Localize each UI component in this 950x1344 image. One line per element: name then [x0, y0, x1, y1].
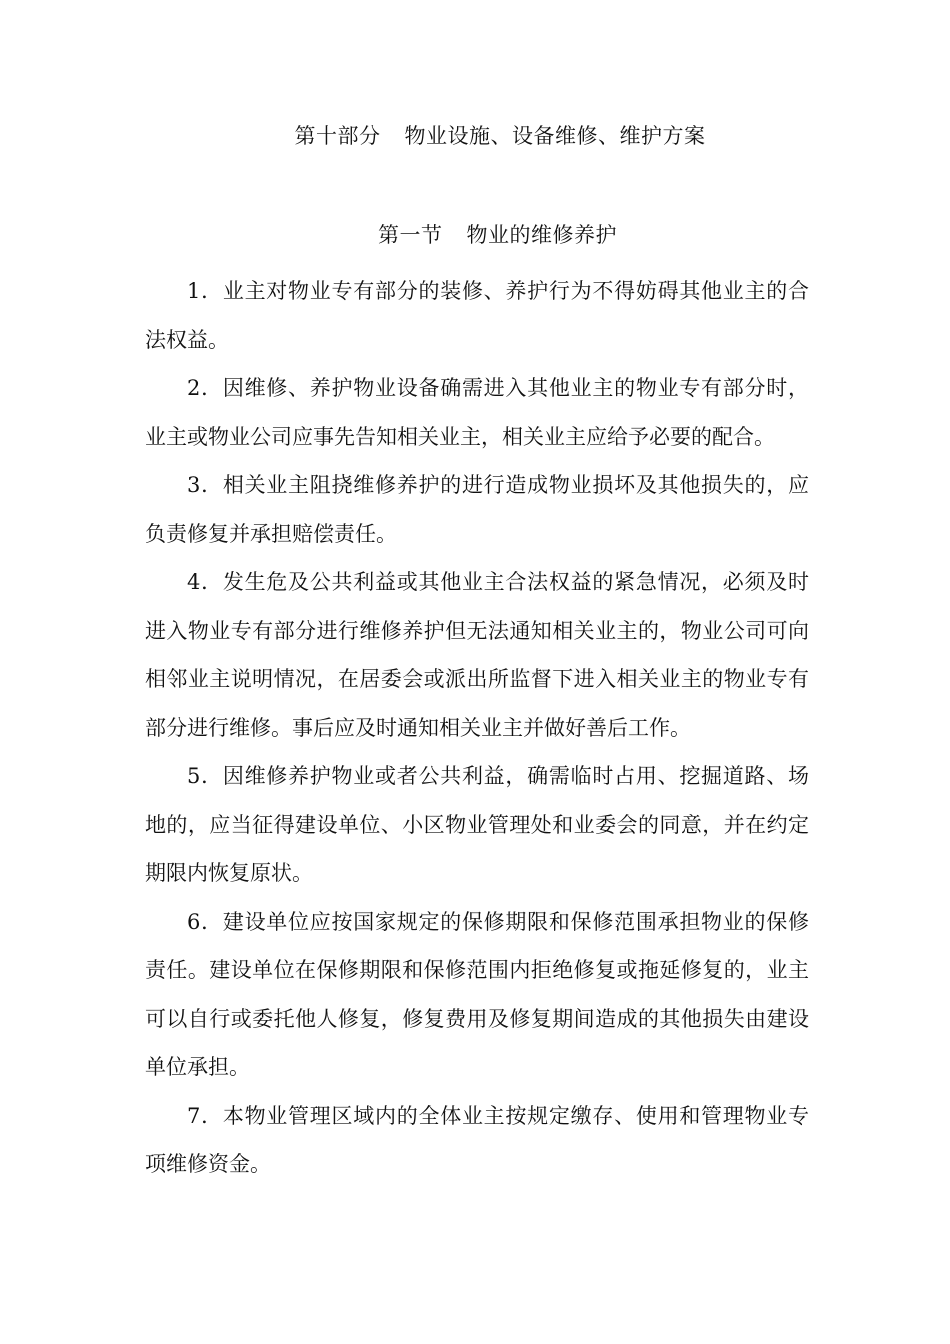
part-title — [0, 120, 950, 152]
section-title — [0, 219, 950, 251]
paragraph-2: 2．因维修、养护物业设备确需进入其他业主的物业专有部分时，业主或物业公司应事先告知相关业主，相关业主应给予必要的配合。 — [145, 376, 809, 449]
paragraph-7: 7．本物业管理区域内的全体业主按规定缴存、使用和管理物业专项维修资金。 — [145, 1103, 809, 1176]
part-heading: 第十部分 — [294, 124, 381, 148]
paragraph-4: 4．发生危及公共利益或其他业主合法权益的紧急情况，必须及时进入物业专有部分进行维修养护但无法通知相关业主的，物业公司可向相邻业主说明情况，在居委会或派出所监督下进入相关业主的物业专有部分进行维修。事后应及时通知相关业主并做好善后工作。 — [145, 570, 809, 740]
paragraph-5: 5．因维修养护物业或者公共利益，确需临时占用、挖掘道路、场地的，应当征得建设单位、小区物业管理处和业委会的同意，并在约定期限内恢复原状。 — [145, 764, 809, 885]
section-title-text: 物业的维修养护 — [466, 223, 617, 247]
paragraph-1: 1．业主对物业专有部分的装修、养护行为不得妨碍其他业主的合法权益。 — [145, 279, 809, 352]
section-heading: 第一节 — [378, 223, 443, 247]
part-title-text: 物业设施、设备维修、维护方案 — [404, 124, 706, 148]
body-text — [145, 267, 809, 1189]
paragraph-3: 3．相关业主阻挠维修养护的进行造成物业损坏及其他损失的，应负责修复并承担赔偿责任。 — [145, 473, 809, 546]
paragraph-6: 6．建设单位应按国家规定的保修期限和保修范围承担物业的保修责任。建设单位在保修期限和保修范围内拒绝修复或拖延修复的，业主可以自行或委托他人修复，修复费用及修复期间造成的其他损失由建设单位承担。 — [145, 909, 809, 1079]
